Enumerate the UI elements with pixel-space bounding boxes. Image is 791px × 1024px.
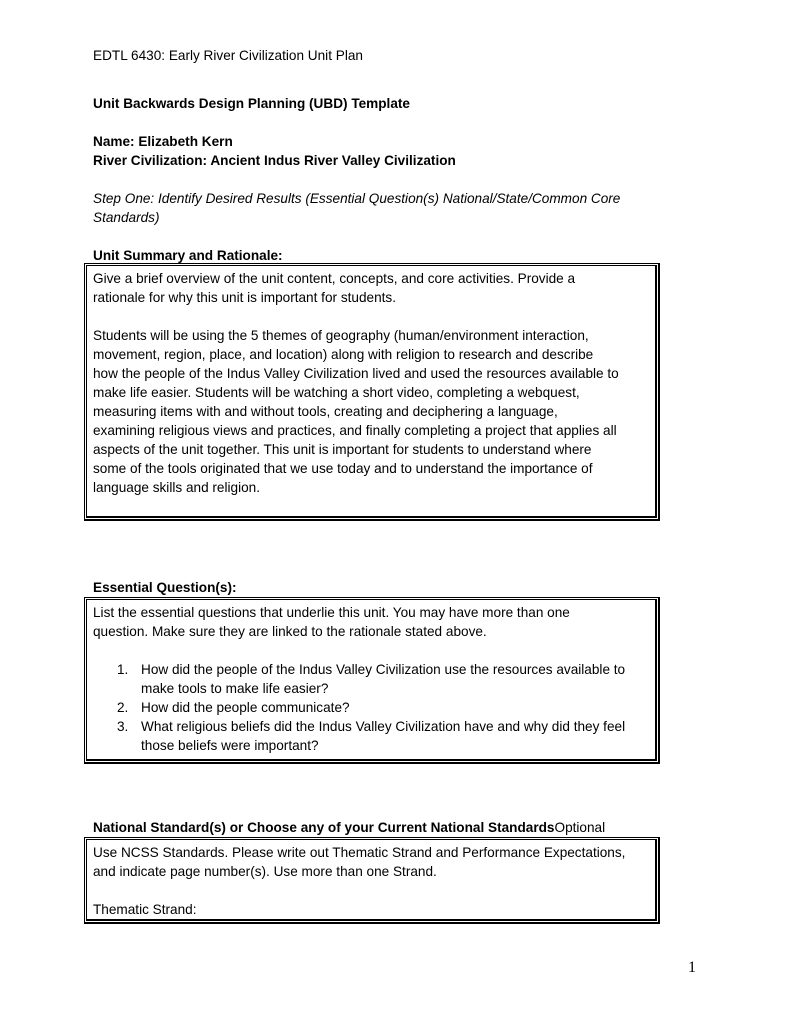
summary-prompt-line: rationale for why this unit is important for students.	[93, 290, 396, 305]
national-standards-heading	[93, 818, 605, 837]
eq-prompt-line: List the essential questions that underlie this unit. You may have more than one	[93, 605, 570, 620]
national-standards-box	[84, 837, 660, 924]
page-number: 1	[688, 959, 696, 976]
thematic-strand-label: Thematic Strand:	[93, 902, 197, 917]
essential-questions-list	[93, 660, 649, 755]
summary-body-line: language skills and religion.	[93, 480, 261, 495]
civilization-title: River Civilization: Ancient Indus River Valley Civilization	[93, 153, 456, 168]
list-item-line: make tools to make life easier?	[141, 681, 329, 696]
author-name: Name: Elizabeth Kern	[93, 134, 233, 149]
step-one-line1: Step One: Identify Desired Results (Essential Question(s) National/State/Common Core	[93, 191, 621, 206]
summary-body-line: movement, region, place, and location) along with religion to research and describe	[93, 347, 594, 362]
ns-prompt-line: Use NCSS Standards. Please write out Thematic Strand and Performance Expectations,	[93, 845, 626, 860]
list-number: 1.	[117, 662, 129, 677]
essential-questions-box	[84, 597, 660, 764]
eq-prompt-line: question. Make sure they are linked to the rationale stated above.	[93, 624, 487, 639]
list-item	[93, 698, 649, 717]
national-standards-heading-bold: National Standard(s) or Choose any of your Current National Standards	[93, 820, 555, 835]
summary-body-line: aspects of the unit together. This unit is important for students to understand where	[93, 442, 592, 457]
summary-body-line: make life easier. Students will be watching a short video, completing a webquest,	[93, 385, 580, 400]
summary-body-line: how the people of the Indus Valley Civilization lived and used the resources available to	[93, 366, 619, 381]
ns-prompt-line: and indicate page number(s). Use more than one Strand.	[93, 864, 437, 879]
list-item-line: What religious beliefs did the Indus Valley Civilization have and why did they feel	[141, 719, 626, 734]
summary-prompt-line: Give a brief overview of the unit content, concepts, and core activities. Provide a	[93, 271, 576, 286]
summary-body-line: Students will be using the 5 themes of geography (human/environment interaction,	[93, 328, 589, 343]
course-title: EDTL 6430: Early River Civilization Unit Plan	[93, 48, 363, 63]
list-number: 2.	[117, 700, 129, 715]
list-item-line: How did the people communicate?	[141, 700, 350, 715]
unit-summary-box	[84, 263, 660, 521]
unit-summary-heading: Unit Summary and Rationale:	[93, 248, 283, 263]
summary-body-line: examining religious views and practices, and finally completing a project that applies all	[93, 423, 617, 438]
list-number: 3.	[117, 719, 129, 734]
step-one-line2: Standards)	[93, 210, 160, 225]
list-item-line: those beliefs were important?	[141, 738, 319, 753]
essential-questions-heading: Essential Question(s):	[93, 580, 237, 595]
summary-body-line: measuring items with and without tools, creating and deciphering a language,	[93, 404, 558, 419]
list-item-line: How did the people of the Indus Valley Civilization use the resources available to	[141, 662, 626, 677]
summary-body-line: some of the tools originated that we use today and to understand the importance of	[93, 461, 593, 476]
national-standards-heading-suffix: Optional	[554, 820, 606, 835]
list-item	[93, 660, 649, 698]
list-item	[93, 717, 649, 755]
template-title: Unit Backwards Design Planning (UBD) Template	[93, 96, 410, 111]
